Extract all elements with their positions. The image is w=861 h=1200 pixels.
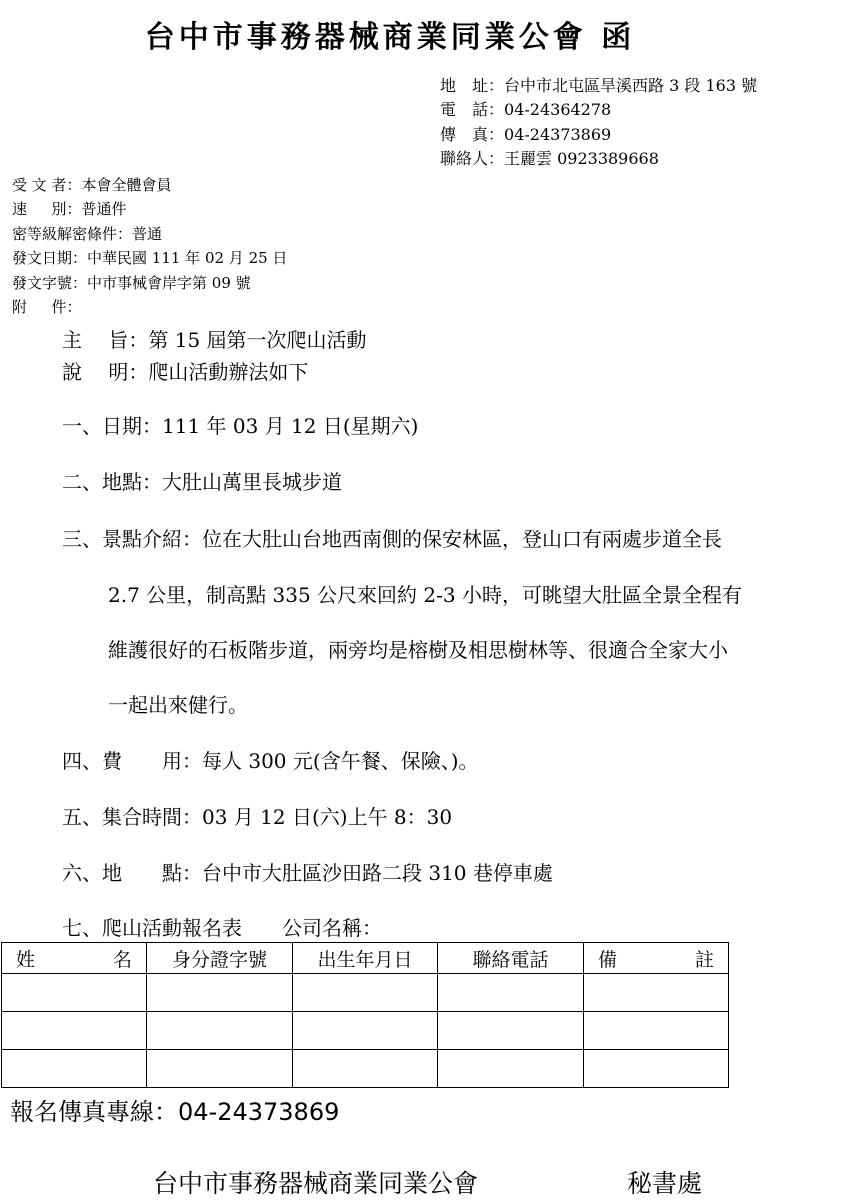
table-cell[interactable] [2,1050,147,1088]
contact-fax-label: 傳 真： [440,125,505,144]
item-scenic-first-line [62,523,722,552]
meta-classification [12,223,162,244]
meta-classification-value: 普通 [132,225,163,243]
meta-classification-label: 密等級解密條件： [12,225,133,243]
table-cell[interactable] [2,974,147,1012]
item-date: 一、日期：111 年 03 月 12 日(星期六) [62,414,419,438]
meta-speed-label: 速 別： [12,200,82,218]
meta-recipient-value: 本會全體會員 [81,176,172,194]
meta-reference-no [12,272,251,293]
table-cell[interactable] [147,1050,293,1088]
contact-fax-value: 04-24373869 [504,125,612,144]
table-cell[interactable] [293,974,438,1012]
document-title: 台中市事務器械商業同業公會 函 [144,20,636,55]
meta-issue-date-value: 中華民國 111 年 02 月 25 日 [87,249,288,267]
fax-line: 報名傳真專線：04-24373869 [10,1098,340,1126]
contact-phone-label: 電 話： [440,100,505,119]
item-form-title: 七、爬山活動報名表 公司名稱： [62,916,382,940]
column-header-birth-date: 出生年月日 [293,943,438,974]
contact-address [440,73,757,96]
contact-person-value: 王麗雲 0923389668 [504,149,659,168]
meta-attachment-label: 附 件： [12,298,82,316]
meta-speed-value: 普通件 [81,200,127,218]
column-header-remarks-a: 備 [598,948,618,971]
contact-phone-value: 04-24364278 [504,100,612,119]
table-cell[interactable] [293,1012,438,1050]
item-gather-place: 六、地 點：台中市大肚區沙田路二段 310 巷停車處 [62,861,553,885]
table-cell[interactable] [584,1050,729,1088]
meta-speed [12,198,127,219]
item-fee: 四、費 用：每人 300 元(含午餐、保險、)。 [62,749,479,773]
meta-attachment [12,296,82,317]
column-header-id-number: 身分證字號 [147,943,293,974]
table-row [2,1012,729,1050]
meta-reference-no-value: 中市事械會岸字第 09 號 [87,274,251,292]
contact-address-label: 地 址： [440,76,505,95]
table-cell[interactable] [584,974,729,1012]
table-cell[interactable] [147,1012,293,1050]
column-header-remarks [584,943,729,974]
subject-label: 主 旨： [62,328,149,352]
explanation-label: 說 明： [62,360,149,384]
contact-address-value: 台中市北屯區旱溪西路 3 段 163 號 [504,76,758,95]
contact-phone [440,97,611,120]
item-scenic-text-4: 一起出來健行。 [108,693,248,717]
item-scenic-text-3: 維護很好的石板階步道，兩旁均是榕樹及相思樹林等、很適合全家大小 [108,638,728,662]
meta-issue-date-label: 發文日期： [12,249,88,267]
meta-recipient [12,174,172,195]
item-scenic-text-1: 位在大肚山台地西南側的保安林區，登山口有兩處步道全長 [202,527,722,551]
table-cell[interactable] [2,1012,147,1050]
column-header-name [2,943,147,974]
column-header-phone: 聯絡電話 [438,943,584,974]
table-header-row [2,943,729,974]
contact-fax [440,122,611,145]
meta-issue-date [12,247,287,268]
contact-person-label: 聯絡人： [440,149,505,168]
table-cell[interactable] [147,974,293,1012]
footer-organization: 台中市事務器械商業同業公會 [153,1169,479,1198]
table-cell[interactable] [438,1050,584,1088]
column-header-name-a: 姓 [16,948,36,971]
contact-person [440,146,659,169]
column-header-name-b: 名 [112,948,132,971]
table-cell[interactable] [438,974,584,1012]
explanation-line [62,356,308,385]
table-row [2,974,729,1012]
column-header-remarks-b: 註 [694,948,714,971]
footer-department: 秘書處 [627,1169,703,1198]
item-scenic-text-2: 2.7 公里，制高點 335 公尺來回約 2-3 小時，可眺望大肚區全景全程有 [108,583,742,607]
explanation-value: 爬山活動辦法如下 [148,360,309,384]
table-cell[interactable] [584,1012,729,1050]
subject-line [62,324,367,353]
subject-value: 第 15 屆第一次爬山活動 [148,328,367,352]
item-place: 二、地點：大肚山萬里長城步道 [62,470,342,494]
table-cell[interactable] [293,1050,438,1088]
table-cell[interactable] [438,1012,584,1050]
item-scenic-label: 三、景點介紹： [62,527,202,551]
registration-table [1,942,729,1088]
meta-reference-no-label: 發文字號： [12,274,88,292]
table-row [2,1050,729,1088]
item-gather-time: 五、集合時間：03 月 12 日(六)上午 8：30 [62,805,453,829]
meta-recipient-label: 受 文 者： [12,176,82,194]
